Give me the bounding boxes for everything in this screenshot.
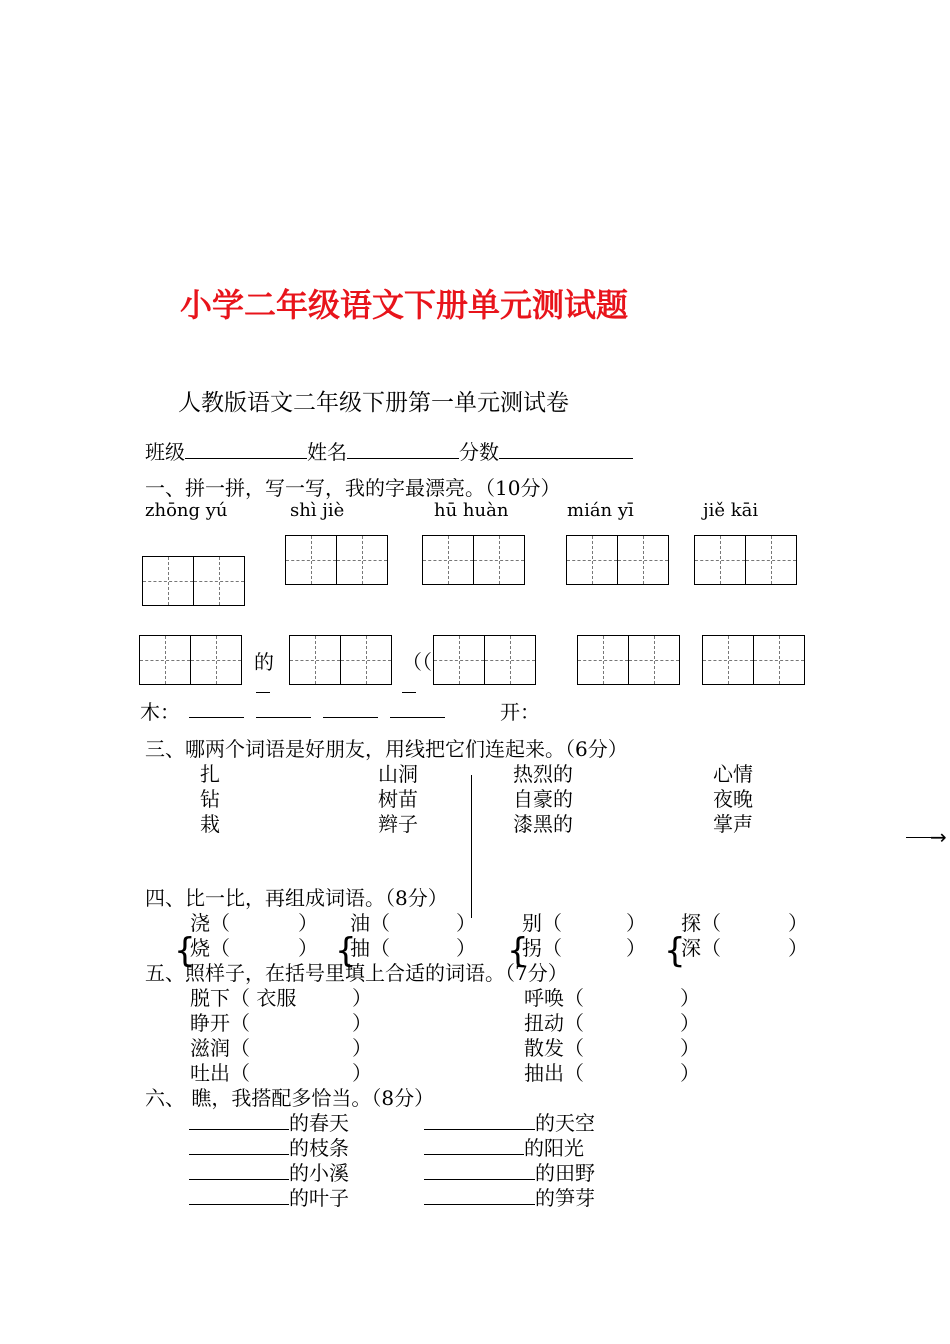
match-suffix: 的叶子 — [289, 1186, 349, 1210]
grid-cell[interactable] — [618, 536, 668, 584]
writing-grid[interactable] — [289, 635, 392, 685]
close-paren: ） — [680, 1011, 700, 1035]
name-blank[interactable] — [347, 440, 459, 459]
pinyin-4: mián yī — [567, 500, 634, 521]
answer-blank[interactable] — [189, 1111, 289, 1130]
answer-blank[interactable] — [424, 1186, 535, 1205]
answer-blank[interactable] — [424, 1111, 535, 1130]
answer-blank[interactable] — [256, 717, 311, 718]
match-suffix: 的天空 — [535, 1111, 595, 1135]
class-blank[interactable] — [185, 440, 307, 459]
grid-cell[interactable] — [629, 636, 679, 684]
match-suffix: 的枝条 — [289, 1136, 349, 1160]
close-paren: ） — [298, 911, 318, 935]
grid-cell[interactable] — [194, 557, 244, 605]
match-word[interactable]: 漆黑的 — [513, 812, 573, 836]
fragment-dash — [402, 692, 416, 693]
writing-grid[interactable] — [285, 535, 388, 585]
match-row — [424, 1182, 595, 1211]
compare-item: 油（ — [350, 911, 390, 935]
close-paren: ） — [680, 986, 700, 1010]
score-blank[interactable] — [499, 440, 633, 459]
brace-icon: { — [335, 931, 357, 971]
grid-cell[interactable] — [703, 636, 754, 684]
grid-cell[interactable] — [423, 536, 474, 584]
match-word[interactable]: 栽 — [200, 812, 220, 836]
match-word[interactable]: 钻 — [200, 787, 220, 811]
grid-cell[interactable] — [341, 636, 391, 684]
compare-item: 烧（ — [190, 936, 230, 960]
grid-cell[interactable] — [567, 536, 618, 584]
fragment-de: 的 — [254, 650, 274, 674]
page-subtitle: 人教版语文二年级下册第一单元测试卷 — [178, 390, 569, 416]
match-word[interactable]: 山洞 — [378, 762, 418, 786]
match-word[interactable]: 夜晚 — [713, 787, 753, 811]
fill-item: 抽出（ — [524, 1061, 584, 1085]
close-paren: ） — [352, 1036, 372, 1060]
fragment-paren: （（ — [402, 650, 432, 674]
answer-blank[interactable] — [189, 1186, 289, 1205]
fill-item: 扭动（ — [524, 1011, 584, 1035]
close-paren: ） — [298, 936, 318, 960]
match-suffix: 的春天 — [289, 1111, 349, 1135]
compare-item: 探（ — [681, 911, 721, 935]
answer-blank[interactable] — [189, 1136, 289, 1155]
answer-blank[interactable] — [390, 717, 445, 718]
writing-grid[interactable] — [422, 535, 525, 585]
close-paren: ） — [352, 986, 372, 1010]
compare-item: 深（ — [681, 936, 721, 960]
close-paren: ） — [352, 1061, 372, 1085]
section4-heading: 四、比一比，再组成词语。（8分） — [145, 886, 448, 910]
answer-blank[interactable] — [424, 1161, 535, 1180]
brace-icon: { — [174, 931, 196, 971]
close-paren: ） — [680, 1036, 700, 1060]
compare-item: 抽（ — [350, 936, 390, 960]
compare-item: 拐（ — [522, 936, 562, 960]
match-word[interactable]: 掌声 — [713, 812, 753, 836]
divider-line — [471, 775, 472, 918]
answer-blank[interactable] — [189, 1161, 289, 1180]
grid-cell[interactable] — [474, 536, 524, 584]
section1-heading: 一、拼一拼，写一写，我的字最漂亮。（10分） — [145, 476, 561, 500]
class-label: 班级 — [145, 440, 185, 464]
match-word[interactable]: 自豪的 — [513, 787, 573, 811]
writing-grid[interactable] — [433, 635, 536, 685]
pinyin-2: shì jiè — [290, 500, 345, 521]
writing-grid[interactable] — [694, 535, 797, 585]
section3-heading: 三、哪两个词语是好朋友，用线把它们连起来。（6分） — [145, 737, 628, 761]
name-label: 姓名 — [307, 440, 347, 464]
fill-item: 呼唤（ — [524, 986, 584, 1010]
grid-cell[interactable] — [434, 636, 485, 684]
close-paren: ） — [456, 911, 476, 935]
page-title: 小学二年级语文下册单元测试题 — [180, 286, 629, 324]
fill-item: 散发（ — [524, 1036, 584, 1060]
close-paren: ） — [626, 936, 646, 960]
match-word[interactable]: 辫子 — [378, 812, 418, 836]
grid-cell[interactable] — [485, 636, 535, 684]
writing-grid[interactable] — [566, 535, 669, 585]
close-paren: ） — [626, 911, 646, 935]
writing-grid[interactable] — [142, 556, 245, 606]
grid-cell[interactable] — [746, 536, 796, 584]
match-row — [189, 1182, 349, 1211]
fill-item: 睁开（ — [190, 1011, 250, 1035]
match-suffix: 的小溪 — [289, 1161, 349, 1185]
close-paren: ） — [352, 1011, 372, 1035]
writing-grid[interactable] — [577, 635, 680, 685]
fill-item: 脱下（ 衣服 — [190, 986, 297, 1010]
close-paren: ） — [456, 936, 476, 960]
section5-heading: 五、照样子，在括号里填上合适的词语。（7分） — [145, 961, 568, 985]
grid-cell[interactable] — [337, 536, 387, 584]
match-word[interactable]: 扎 — [200, 762, 220, 786]
writing-grid[interactable] — [139, 635, 242, 685]
fill-item: 吐出（ — [190, 1061, 250, 1085]
close-paren: ） — [788, 911, 808, 935]
match-word[interactable]: 心情 — [713, 762, 753, 786]
match-suffix: 的阳光 — [524, 1136, 584, 1160]
grid-cell[interactable] — [578, 636, 629, 684]
pinyin-5: jiě kāi — [703, 500, 759, 521]
score-label: 分数 — [459, 440, 499, 464]
fragment-dash — [256, 692, 270, 693]
grid-cell[interactable] — [290, 636, 341, 684]
match-suffix: 的笋芽 — [535, 1186, 595, 1210]
pinyin-1: zhōng yú — [145, 500, 228, 521]
answer-blank[interactable] — [424, 1136, 524, 1155]
fragment-mu: 木： — [140, 700, 180, 724]
fragment-kai: 开： — [500, 700, 540, 724]
match-suffix: 的田野 — [535, 1161, 595, 1185]
close-paren: ） — [680, 1061, 700, 1085]
answer-blank[interactable] — [189, 717, 244, 718]
grid-cell[interactable] — [286, 536, 337, 584]
pinyin-3: hū huàn — [434, 500, 509, 521]
fill-item: 滋润（ — [190, 1036, 250, 1060]
arrow-icon: → — [930, 825, 947, 849]
grid-cell[interactable] — [754, 636, 804, 684]
grid-cell[interactable] — [191, 636, 241, 684]
match-word[interactable]: 热烈的 — [513, 762, 573, 786]
brace-icon: { — [507, 931, 529, 971]
compare-item: 别（ — [522, 911, 562, 935]
answer-blank[interactable] — [323, 717, 378, 718]
brace-icon: { — [664, 931, 686, 971]
match-word[interactable]: 树苗 — [378, 787, 418, 811]
close-paren: ） — [788, 936, 808, 960]
grid-cell[interactable] — [140, 636, 191, 684]
writing-grid[interactable] — [702, 635, 805, 685]
compare-item: 浇（ — [190, 911, 230, 935]
info-line — [145, 436, 633, 465]
grid-cell[interactable] — [695, 536, 746, 584]
grid-cell[interactable] — [143, 557, 194, 605]
section6-heading: 六、 瞧，我搭配多恰当。（8分） — [145, 1086, 435, 1110]
